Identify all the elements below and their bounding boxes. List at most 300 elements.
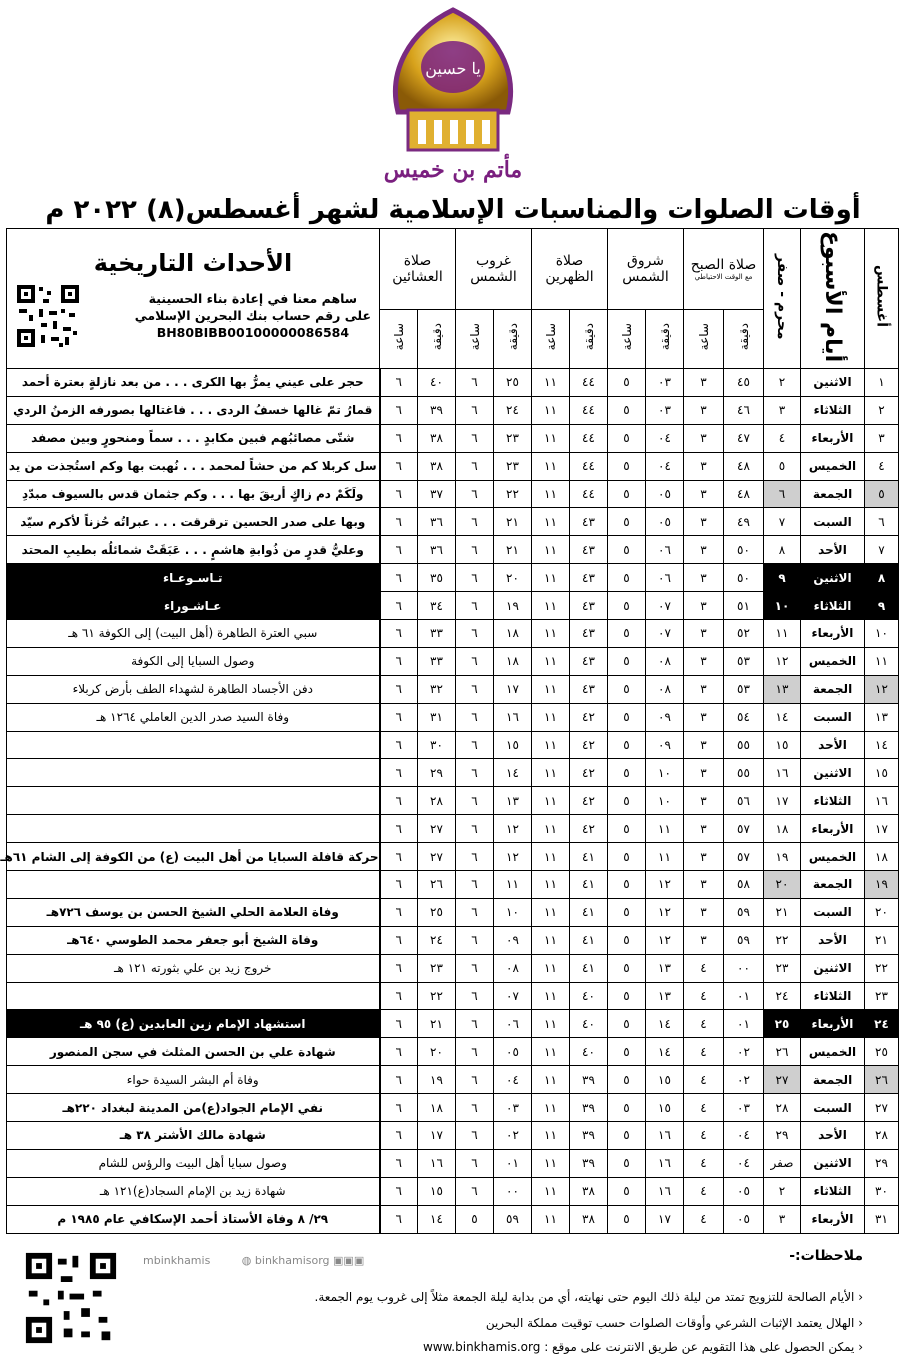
isha-hour-cell: ٦ [380,1010,418,1038]
fajr-hour-cell: ٤ [684,1122,724,1150]
day-cell: ٧ [865,536,899,564]
sunrise-hour-cell: ٥ [608,396,646,424]
dhuhr-hour-cell: ١١ [532,1177,570,1205]
isha-minute-cell: ١٥ [418,1177,456,1205]
day-cell: ٣٠ [865,1177,899,1205]
table-row [7,592,899,620]
table-row [7,954,899,982]
sunrise-minute-cell: ٠٧ [646,620,684,648]
table-row [7,564,899,592]
sunset-hour-cell: ٦ [456,1066,494,1094]
weekday-cell: الأحد [801,926,865,954]
fajr-minute-cell: ٠٤ [724,1149,764,1177]
sunrise-minute-cell: ١٢ [646,898,684,926]
dhuhr-hour-cell: ١١ [532,1149,570,1177]
fajr-hour-cell: ٣ [684,452,724,480]
sunset-minute-cell: ٥٩ [494,1205,532,1233]
sunrise-hour-cell: ٥ [608,480,646,508]
table-row [7,675,899,703]
table-row [7,1149,899,1177]
day-cell: ١٨ [865,843,899,871]
sunrise-hour-cell: ٥ [608,703,646,731]
day-cell: ٣١ [865,1205,899,1233]
fajr-hour-cell: ٤ [684,1066,724,1094]
sunset-minute-cell: ٢٣ [494,424,532,452]
sunrise-hour-cell: ٥ [608,536,646,564]
hijri-cell: ٢٣ [764,954,801,982]
hijri-cell: ٢٠ [764,871,801,899]
dhuhr-hour-cell: ١١ [532,620,570,648]
isha-hour-cell: ٦ [380,620,418,648]
isha-minute-cell: ٢٨ [418,787,456,815]
fajr-minute-header: دقيقة [724,310,764,369]
sunset-minute-cell: ٠٠ [494,1177,532,1205]
event-cell: وفاة العلامة الحلي الشيخ الحسن بن يوسف ٧٢٦هـ [7,898,380,926]
sunset-minute-cell: ١٨ [494,620,532,648]
dhuhr-hour-cell: ١١ [532,647,570,675]
isha-minute-cell: ٢٩ [418,759,456,787]
day-cell: ١٥ [865,759,899,787]
weekday-cell: الثلاثاء [801,982,865,1010]
table-row [7,1066,899,1094]
sunset-hour-cell: ٦ [456,1122,494,1150]
isha-minute-cell: ٣٢ [418,675,456,703]
fajr-hour-cell: ٣ [684,843,724,871]
sunrise-minute-cell: ٠٤ [646,424,684,452]
weekday-cell: السبت [801,898,865,926]
sunrise-hour-cell: ٥ [608,675,646,703]
hijri-cell: ٩ [764,564,801,592]
event-cell: وصول سبايا أهل البيت والرؤس للشام [7,1149,380,1177]
day-cell: ٦ [865,508,899,536]
day-cell: ١٤ [865,731,899,759]
isha-minute-cell: ٣١ [418,703,456,731]
footer [3,1240,903,1371]
isha-minute-cell: ٢٧ [418,815,456,843]
sunset-minute-cell: ٢٣ [494,452,532,480]
social-handle-1[interactable]: mbinkhamis [143,1254,211,1267]
isha-minute-cell: ٣٦ [418,508,456,536]
dhuhr-minute-cell: ٤٤ [570,452,608,480]
weekday-cell: الخميس [801,1038,865,1066]
sunrise-hour-cell: ٥ [608,1094,646,1122]
sunrise-hour-header: ساعة [608,310,646,369]
hijri-cell: ١٨ [764,815,801,843]
weekday-cell: الجمعة [801,871,865,899]
fajr-hour-cell: ٣ [684,536,724,564]
event-cell [7,787,380,815]
fajr-hour-cell: ٣ [684,898,724,926]
day-cell: ٩ [865,592,899,620]
sunset-hour-cell: ٦ [456,1094,494,1122]
table-row [7,647,899,675]
fajr-minute-cell: ٥٥ [724,731,764,759]
day-cell: ٨ [865,564,899,592]
dhuhr-minute-cell: ٣٩ [570,1066,608,1094]
sunset-hour-cell: ٦ [456,675,494,703]
sunrise-hour-cell: ٥ [608,620,646,648]
website-link[interactable]: www.binkhamis.org [422,1340,541,1354]
social-icons: ▣▣▣ [329,1254,365,1267]
isha-hour-header: ساعة [380,310,418,369]
day-cell: ٢٠ [865,898,899,926]
event-cell [7,871,380,899]
hijri-cell: ١٥ [764,731,801,759]
fajr-hour-cell: ٣ [684,647,724,675]
isha-minute-cell: ٣٣ [418,620,456,648]
dhuhr-hour-cell: ١١ [532,424,570,452]
hijri-cell: ٢١ [764,898,801,926]
header-hijri: محرم - صفر [764,229,801,369]
notes-title: ملاحظات:- [789,1248,863,1264]
sunset-hour-cell: ٦ [456,1010,494,1038]
header-weekday: أيام الأسبوع [801,229,865,369]
sunrise-minute-cell: ١١ [646,843,684,871]
isha-hour-cell: ٦ [380,759,418,787]
header-isha: صلاة العشائين [380,229,456,310]
sunrise-hour-cell: ٥ [608,592,646,620]
fajr-minute-cell: ٥٧ [724,815,764,843]
isha-hour-cell: ٦ [380,592,418,620]
event-cell [7,815,380,843]
weekday-cell: الأحد [801,536,865,564]
isha-hour-cell: ٦ [380,815,418,843]
sunrise-hour-cell: ٥ [608,815,646,843]
fajr-minute-cell: ٥٦ [724,787,764,815]
sunset-minute-cell: ٠٨ [494,954,532,982]
fajr-minute-cell: ٤٩ [724,508,764,536]
sunrise-minute-cell: ١٠ [646,759,684,787]
sunset-minute-cell: ٠٣ [494,1094,532,1122]
fajr-hour-cell: ٣ [684,759,724,787]
event-cell: استشهاد الإمام زين العابدين (ع) ٩٥ هـ [7,1010,380,1038]
dhuhr-hour-cell: ١١ [532,1066,570,1094]
fajr-hour-header: ساعة [684,310,724,369]
dhuhr-hour-cell: ١١ [532,843,570,871]
dhuhr-minute-cell: ٤٣ [570,675,608,703]
sunset-hour-cell: ٦ [456,1038,494,1066]
fajr-hour-cell: ٤ [684,954,724,982]
dhuhr-minute-cell: ٤٢ [570,731,608,759]
sunrise-minute-header: دقيقة [646,310,684,369]
header-august: أغسطس [865,229,899,369]
dhuhr-minute-cell: ٣٩ [570,1149,608,1177]
fajr-hour-cell: ٤ [684,1205,724,1233]
dhuhr-hour-cell: ١١ [532,898,570,926]
fajr-minute-cell: ٥٤ [724,703,764,731]
fajr-hour-cell: ٤ [684,982,724,1010]
sunrise-minute-cell: ٠٦ [646,564,684,592]
sunrise-minute-cell: ١٣ [646,982,684,1010]
hijri-cell: ٣ [764,396,801,424]
sunset-minute-cell: ١٦ [494,703,532,731]
sunrise-hour-cell: ٥ [608,843,646,871]
isha-hour-cell: ٦ [380,703,418,731]
sunset-hour-cell: ٦ [456,1177,494,1205]
fajr-hour-cell: ٤ [684,1010,724,1038]
weekday-cell: الأحد [801,1122,865,1150]
hijri-cell: ١٤ [764,703,801,731]
dhuhr-hour-cell: ١١ [532,675,570,703]
event-cell [7,982,380,1010]
sunset-hour-cell: ٥ [456,1205,494,1233]
sunrise-hour-cell: ٥ [608,731,646,759]
logo [368,2,538,192]
isha-minute-cell: ٢٧ [418,843,456,871]
sunrise-minute-cell: ٠٦ [646,536,684,564]
sunrise-minute-cell: ١٣ [646,954,684,982]
event-cell: حجر على عيني يمرُّ بها الكرى . . . من بعد نازلةٍ بعترة أحمد [7,369,380,397]
fajr-hour-cell: ٣ [684,424,724,452]
isha-minute-header: دقيقة [418,310,456,369]
header-dhuhr: صلاة الظهرين [532,229,608,310]
sunrise-hour-cell: ٥ [608,926,646,954]
event-cell: وبها على صدر الحسين ترقرقت . . . عبراتُه حُزناً لأكرم سيّد [7,508,380,536]
isha-minute-cell: ٣٥ [418,564,456,592]
sunset-minute-cell: ٢٠ [494,564,532,592]
sunset-minute-cell: ٠٥ [494,1038,532,1066]
weekday-cell: الخميس [801,843,865,871]
event-cell: عـاشـوراء [7,592,380,620]
sunrise-hour-cell: ٥ [608,508,646,536]
sunset-hour-cell: ٦ [456,369,494,397]
dhuhr-minute-cell: ٤٣ [570,647,608,675]
sunrise-minute-cell: ١٠ [646,787,684,815]
dhuhr-hour-cell: ١١ [532,871,570,899]
hijri-cell: ٢٦ [764,1038,801,1066]
table-row [7,508,899,536]
day-cell: ٢٤ [865,1010,899,1038]
dhuhr-hour-cell: ١١ [532,508,570,536]
weekday-cell: الاثنين [801,1149,865,1177]
weekday-cell: السبت [801,508,865,536]
event-cell: خروج زيد بن علي بثورته ١٢١ هـ [7,954,380,982]
fajr-hour-cell: ٣ [684,396,724,424]
qr-code-icon [15,283,81,349]
fajr-minute-cell: ٥٥ [724,759,764,787]
event-cell: دفن الأجساد الطاهرة لشهداء الطف بأرض كربلاء [7,675,380,703]
event-cell: سبي العترة الطاهرة (أهل البيت) إلى الكوفة ٦١ هـ [7,620,380,648]
sunset-hour-cell: ٦ [456,424,494,452]
event-cell: وعليُّ قدرٍ من ذُوابةِ هاشمٍ . . . عَبَقَتْ شمائلُه بطيبِ المحتد [7,536,380,564]
isha-minute-cell: ٣٨ [418,424,456,452]
isha-minute-cell: ٢١ [418,1010,456,1038]
dhuhr-minute-cell: ٣٩ [570,1122,608,1150]
sunrise-minute-cell: ٠٤ [646,452,684,480]
dhuhr-minute-cell: ٤٠ [570,1038,608,1066]
event-cell: وصول السبايا إلى الكوفة [7,647,380,675]
hijri-cell: ١٩ [764,843,801,871]
sunrise-hour-cell: ٥ [608,787,646,815]
sunset-hour-cell: ٦ [456,647,494,675]
header-events: الأحداث التاريخية ساهم معنا في إعادة بناء الحسينية على رقم حساب بنك البحرين الإسلامي BH80BIBB00100000086584 [7,229,380,369]
sunrise-minute-cell: ١٦ [646,1177,684,1205]
fajr-minute-cell: ٠٥ [724,1205,764,1233]
isha-hour-cell: ٦ [380,508,418,536]
weekday-cell: الثلاثاء [801,1177,865,1205]
weekday-cell: الأحد [801,731,865,759]
dhuhr-hour-cell: ١١ [532,452,570,480]
weekday-cell: الأربعاء [801,620,865,648]
sunset-minute-cell: ٢٤ [494,396,532,424]
dhuhr-hour-cell: ١١ [532,1038,570,1066]
sunset-hour-cell: ٦ [456,452,494,480]
sunset-minute-cell: ١٧ [494,675,532,703]
dhuhr-hour-cell: ١١ [532,1094,570,1122]
fajr-minute-cell: ٠١ [724,1010,764,1038]
sunset-hour-cell: ٦ [456,926,494,954]
dhuhr-hour-cell: ١١ [532,480,570,508]
dhuhr-minute-cell: ٤١ [570,954,608,982]
dhuhr-hour-cell: ١١ [532,536,570,564]
fajr-minute-cell: ٥٨ [724,871,764,899]
page-title: أوقات الصلوات والمناسبات الإسلامية لشهر أغسطس(٨) ٢٠٢٢ م [45,195,861,225]
sunrise-hour-cell: ٥ [608,1038,646,1066]
isha-hour-cell: ٦ [380,1038,418,1066]
dhuhr-minute-cell: ٤٤ [570,396,608,424]
isha-minute-cell: ١٩ [418,1066,456,1094]
fajr-hour-cell: ٤ [684,1149,724,1177]
sunset-minute-cell: ٠٩ [494,926,532,954]
sunset-hour-cell: ٦ [456,871,494,899]
sunset-hour-cell: ٦ [456,787,494,815]
isha-hour-cell: ٦ [380,675,418,703]
isha-hour-cell: ٦ [380,647,418,675]
dhuhr-minute-cell: ٤٤ [570,480,608,508]
sunset-minute-cell: ١٠ [494,898,532,926]
day-cell: ١٦ [865,787,899,815]
fajr-minute-cell: ٠٣ [724,1094,764,1122]
dhuhr-hour-cell: ١١ [532,982,570,1010]
sunrise-minute-cell: ١٥ [646,1094,684,1122]
fajr-minute-cell: ٤٨ [724,480,764,508]
sunset-hour-cell: ٦ [456,843,494,871]
sunrise-hour-cell: ٥ [608,1122,646,1150]
event-cell: شهادة زيد بن الإمام السجاد(ع)١٢١ هـ [7,1177,380,1205]
isha-minute-cell: ٢٦ [418,871,456,899]
day-cell: ١٢ [865,675,899,703]
web-icon: ◍ [241,1254,255,1267]
fajr-hour-cell: ٤ [684,1038,724,1066]
sunset-hour-cell: ٦ [456,508,494,536]
isha-hour-cell: ٦ [380,1205,418,1233]
isha-hour-cell: ٦ [380,926,418,954]
hijri-cell: ٢٩ [764,1122,801,1150]
event-cell: شهادة علي بن الحسن المثلث في سجن المنصور [7,1038,380,1066]
isha-hour-cell: ٦ [380,564,418,592]
dhuhr-hour-cell: ١١ [532,703,570,731]
dhuhr-hour-cell: ١١ [532,1205,570,1233]
sunset-minute-cell: ٠٢ [494,1122,532,1150]
table-row [7,759,899,787]
table-row [7,703,899,731]
hijri-cell: ٢٥ [764,1010,801,1038]
event-cell: ولَكَمْ دم زاكٍ أريقَ بها . . . وكم جثمان قدس بالسيوف مبدّدِ [7,480,380,508]
fajr-minute-cell: ٤٧ [724,424,764,452]
sunrise-minute-cell: ٠٥ [646,508,684,536]
weekday-cell: الأربعاء [801,424,865,452]
hijri-cell: ٢٢ [764,926,801,954]
table-row [7,369,899,397]
event-cell: قمارُ تمّ غالها خسفُ الردى . . . فاغتالها بصورفه الزمنُ الردي [7,396,380,424]
event-cell [7,759,380,787]
fajr-hour-cell: ٣ [684,926,724,954]
sunrise-minute-cell: ١٤ [646,1038,684,1066]
fajr-hour-cell: ٤ [684,1177,724,1205]
isha-minute-cell: ٣٦ [418,536,456,564]
fajr-minute-cell: ٥٩ [724,898,764,926]
sunset-hour-cell: ٦ [456,898,494,926]
fajr-hour-cell: ٣ [684,815,724,843]
isha-hour-cell: ٦ [380,982,418,1010]
isha-minute-cell: ٣٠ [418,731,456,759]
day-cell: ٢١ [865,926,899,954]
social-links [143,1254,364,1267]
isha-minute-cell: ٣٤ [418,592,456,620]
hijri-cell: صفر [764,1149,801,1177]
event-cell: حركة قافلة السبايا من أهل البيت (ع) من الكوفة إلى الشام ٦١هـ [7,843,380,871]
dhuhr-minute-cell: ٣٨ [570,1177,608,1205]
dhuhr-minute-cell: ٤١ [570,843,608,871]
dhuhr-hour-cell: ١١ [532,731,570,759]
table-row [7,731,899,759]
isha-hour-cell: ٦ [380,1177,418,1205]
dhuhr-minute-cell: ٣٨ [570,1205,608,1233]
day-cell: ٥ [865,480,899,508]
sunrise-minute-cell: ١٦ [646,1149,684,1177]
dhuhr-hour-cell: ١١ [532,369,570,397]
isha-minute-cell: ٢٣ [418,954,456,982]
sunset-minute-cell: ٠٦ [494,1010,532,1038]
sunset-hour-cell: ٦ [456,759,494,787]
isha-hour-cell: ٦ [380,1149,418,1177]
hijri-cell: ٢٤ [764,982,801,1010]
fajr-hour-cell: ٣ [684,369,724,397]
table-row [7,536,899,564]
table-body [0,369,899,1234]
hijri-cell: ٤ [764,424,801,452]
sunrise-minute-cell: ٠٣ [646,369,684,397]
dhuhr-minute-cell: ٤١ [570,926,608,954]
dhuhr-minute-cell: ٤٣ [570,564,608,592]
sunrise-hour-cell: ٥ [608,1066,646,1094]
isha-hour-cell: ٦ [380,954,418,982]
fajr-hour-cell: ٣ [684,703,724,731]
day-cell: ١٩ [865,871,899,899]
sunrise-minute-cell: ٠٩ [646,703,684,731]
hijri-cell: ١١ [764,620,801,648]
table-row [7,898,899,926]
fajr-minute-cell: ٥٧ [724,843,764,871]
sunrise-hour-cell: ٥ [608,1205,646,1233]
social-handle-2[interactable]: binkhamisorg [254,1254,330,1267]
event-cell: شتّى مصائبُهم فبين مكابدٍ . . . سماً ومنحورٍ وبين مصفد [7,424,380,452]
note-2: ‹ الهلال يعتمد الإثبات الشرعي وأوقات الصلوات حسب توقيت مملكة البحرين [485,1316,863,1330]
hijri-cell: ٦ [764,480,801,508]
weekday-cell: الاثنين [801,759,865,787]
isha-minute-cell: ٢٥ [418,898,456,926]
fajr-minute-cell: ٤٨ [724,452,764,480]
sunset-hour-cell: ٦ [456,815,494,843]
isha-hour-cell: ٦ [380,536,418,564]
dhuhr-minute-cell: ٤٣ [570,536,608,564]
isha-hour-cell: ٦ [380,898,418,926]
table-row [7,982,899,1010]
day-cell: ٢٨ [865,1122,899,1150]
sunset-minute-header: دقيقة [494,310,532,369]
day-cell: ٢٢ [865,954,899,982]
weekday-cell: الأربعاء [801,1205,865,1233]
